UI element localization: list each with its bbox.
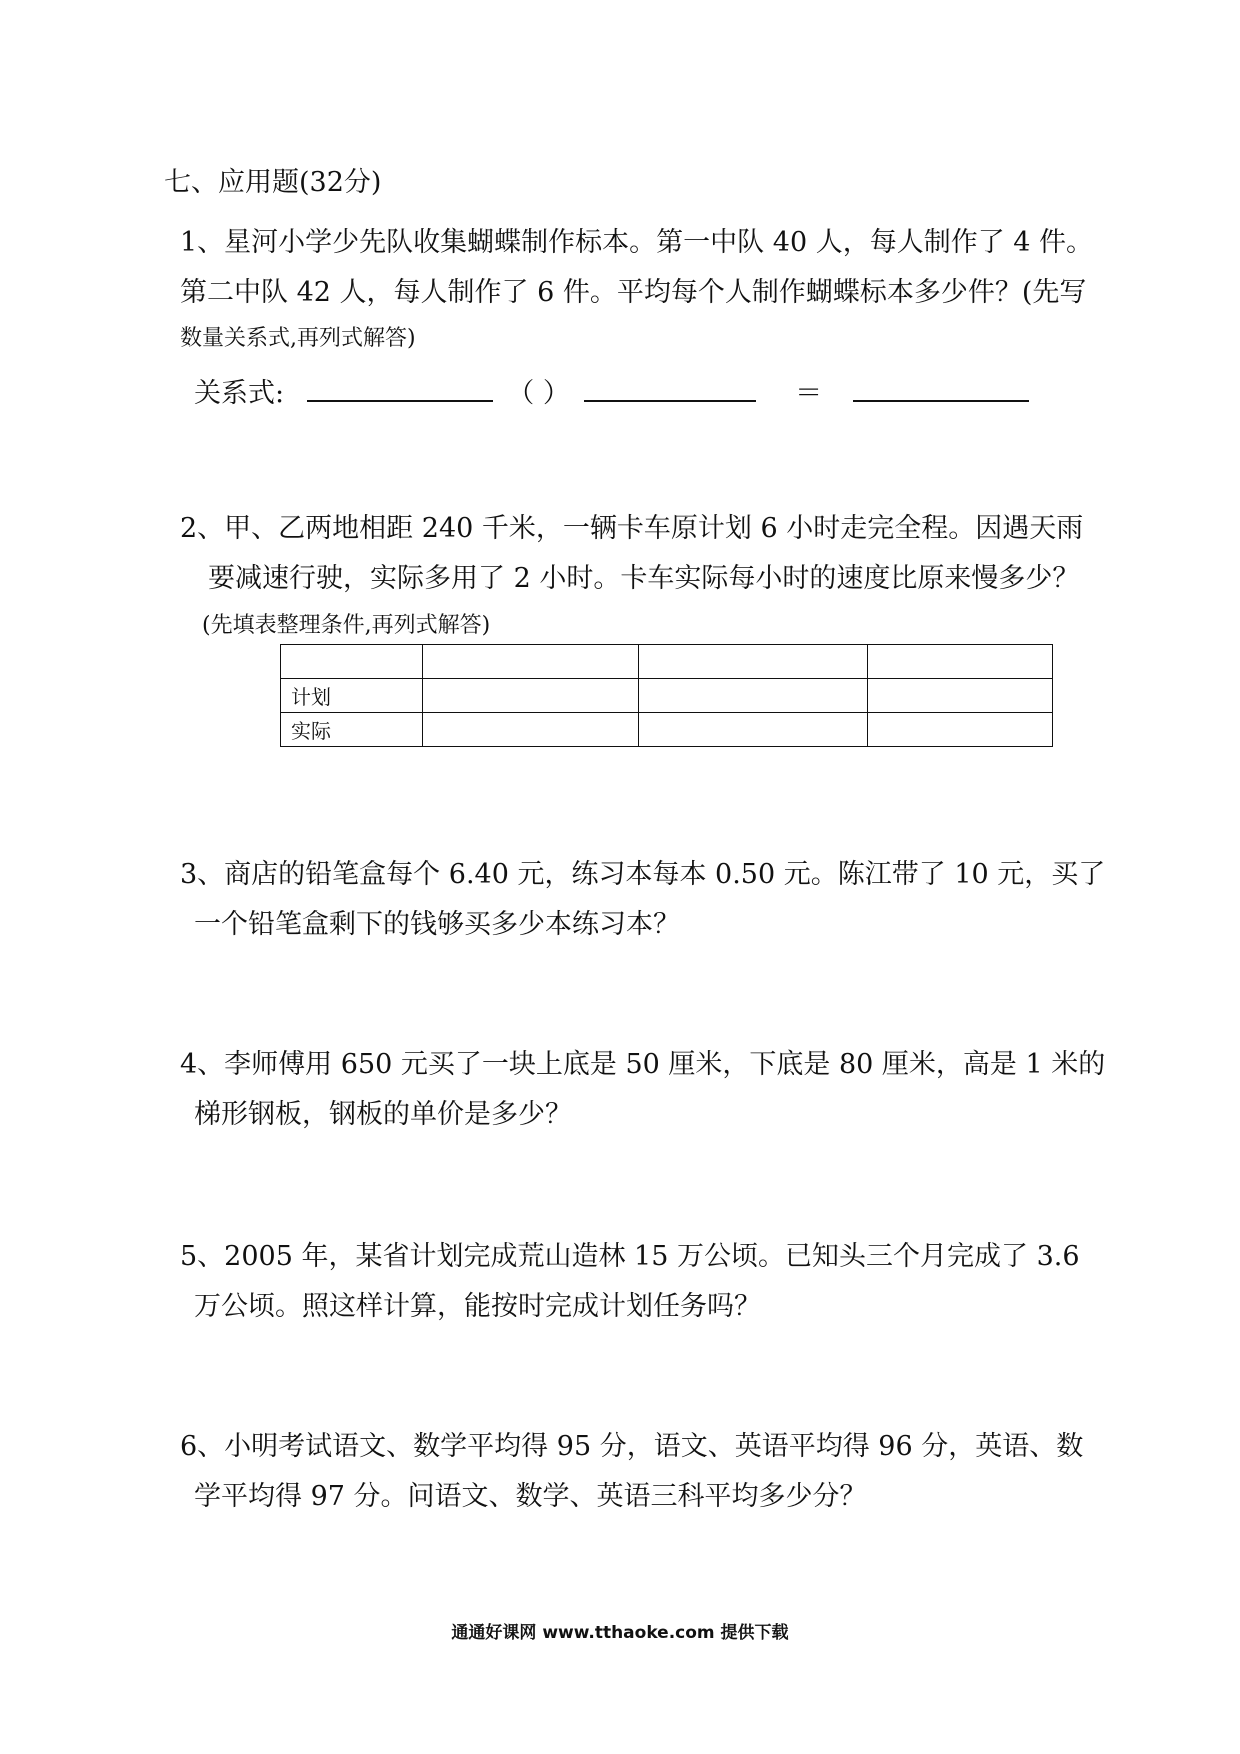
table-cell[interactable] <box>639 679 868 713</box>
q1-text-line1: 1、星河小学少先队收集蝴蝶制作标本。第一中队 40 人，每人制作了 4 件。 <box>180 227 1094 258</box>
q4-text-line2: 梯形钢板，钢板的单价是多少？ <box>194 1099 572 1130</box>
table-row <box>281 679 1053 713</box>
relation-paren: （ ） <box>507 378 570 409</box>
relation-label: 关系式: <box>194 378 285 409</box>
table-row <box>281 645 1053 679</box>
q3-text-line1: 3、商店的铅笔盒每个 6.40 元，练习本每本 0.50 元。陈江带了 10 元，买了 <box>180 859 1106 890</box>
table-cell[interactable] <box>423 713 639 747</box>
relation-equals: ＝ <box>795 378 823 409</box>
q2-text-line1: 2、甲、乙两地相距 240 千米，一辆卡车原计划 6 小时走完全程。因遇天雨 <box>180 513 1084 544</box>
q5-text-line1: 5、2005 年，某省计划完成荒山造林 15 万公顷。已知头三个月完成了 3.6 <box>180 1241 1080 1272</box>
table-cell[interactable] <box>639 645 868 679</box>
section-title: 七、应用题(32分) <box>164 167 382 198</box>
q1-text-line2: 第二中队 42 人，每人制作了 6 件。平均每个人制作蝴蝶标本多少件？(先写 <box>180 277 1087 308</box>
table-cell[interactable] <box>423 645 639 679</box>
footer-credit: 通通好课网 www.tthaoke.com 提供下载 <box>451 1623 789 1643</box>
q2-instruction: (先填表整理条件,再列式解答) <box>202 613 491 638</box>
q2-text-line2: 要减速行驶，实际多用了 2 小时。卡车实际每小时的速度比原来慢多少？ <box>208 563 1080 594</box>
q4-text-line1: 4、李师傅用 650 元买了一块上底是 50 厘米，下底是 80 厘米，高是 1 米的 <box>180 1049 1106 1080</box>
table-row <box>281 713 1053 747</box>
table-cell[interactable] <box>423 679 639 713</box>
relation-blank-1[interactable] <box>307 374 493 402</box>
table-cell[interactable] <box>639 713 868 747</box>
q6-text-line2: 学平均得 97 分。问语文、数学、英语三科平均多少分？ <box>194 1481 867 1512</box>
q1-relation-row <box>194 374 1029 411</box>
table-cell[interactable] <box>868 713 1053 747</box>
relation-blank-3[interactable] <box>853 374 1029 402</box>
condition-table <box>280 644 1053 747</box>
relation-blank-2[interactable] <box>584 374 756 402</box>
table-cell[interactable] <box>868 679 1053 713</box>
q3-text-line2: 一个铅笔盒剩下的钱够买多少本练习本？ <box>194 909 680 940</box>
table-cell-label <box>281 645 423 679</box>
q5-text-line2: 万公顷。照这样计算，能按时完成计划任务吗？ <box>194 1291 761 1322</box>
table-cell[interactable] <box>868 645 1053 679</box>
q6-text-line1: 6、小明考试语文、数学平均得 95 分，语文、英语平均得 96 分，英语、数 <box>180 1431 1084 1462</box>
table-cell-label: 实际 <box>281 713 423 747</box>
q1-text-line3: 数量关系式,再列式解答) <box>180 326 416 351</box>
table-cell-label: 计划 <box>281 679 423 713</box>
